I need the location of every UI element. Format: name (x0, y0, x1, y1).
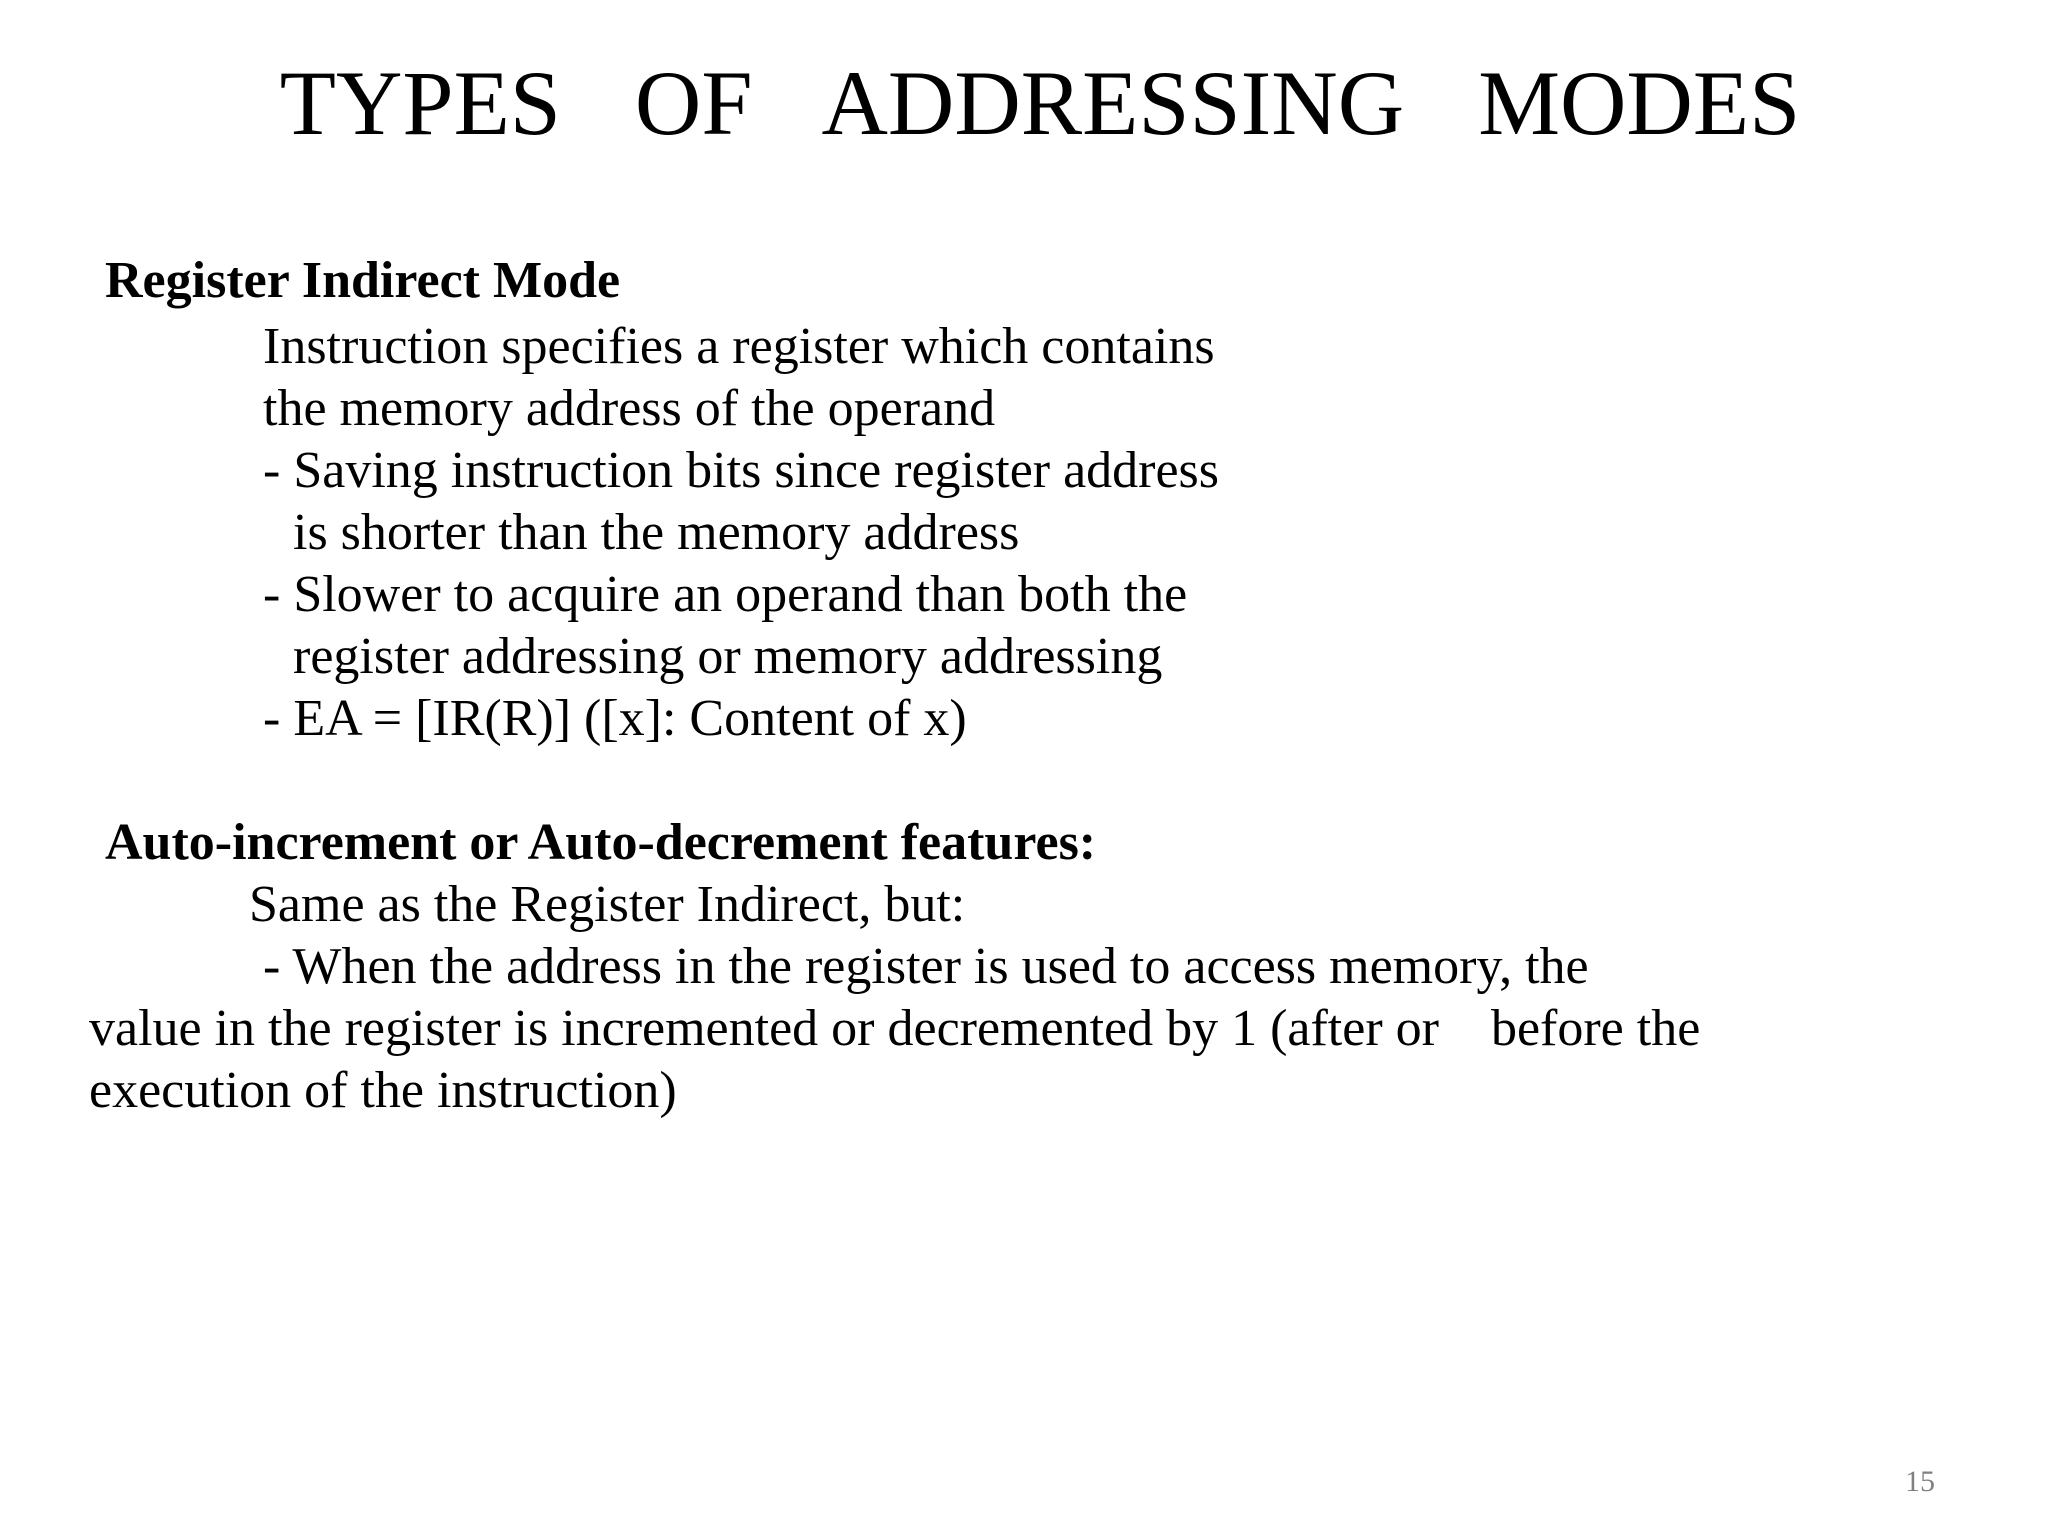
body-line: Same as the Register Indirect, but: (249, 876, 966, 933)
bullet-line: - Slower to acquire an operand than both the (263, 566, 1188, 623)
slide-title: TYPES OF ADDRESSING MODES (279, 52, 1801, 154)
bullet-continuation: value in the register is incremented or decremented by 1 (after or before the (89, 1000, 1701, 1057)
bullet-continuation: register addressing or memory addressing (293, 628, 1163, 685)
bullet-continuation: is shorter than the memory address (293, 504, 1020, 561)
body-line: Instruction specifies a register which contains (263, 318, 1215, 375)
section-heading-register-indirect: Register Indirect Mode (105, 252, 621, 309)
page-number: 15 (1905, 1465, 1935, 1498)
section-heading-auto-increment: Auto-increment or Auto-decrement features: (105, 814, 1097, 871)
bullet-line: - Saving instruction bits since register address (263, 442, 1220, 499)
bullet-continuation: execution of the instruction) (89, 1062, 677, 1119)
body-line: the memory address of the operand (263, 380, 996, 437)
bullet-line: - When the address in the register is used to access memory, the (263, 938, 1589, 995)
bullet-line-formula: - EA = [IR(R)] ([x]: Content of x) (263, 690, 967, 747)
